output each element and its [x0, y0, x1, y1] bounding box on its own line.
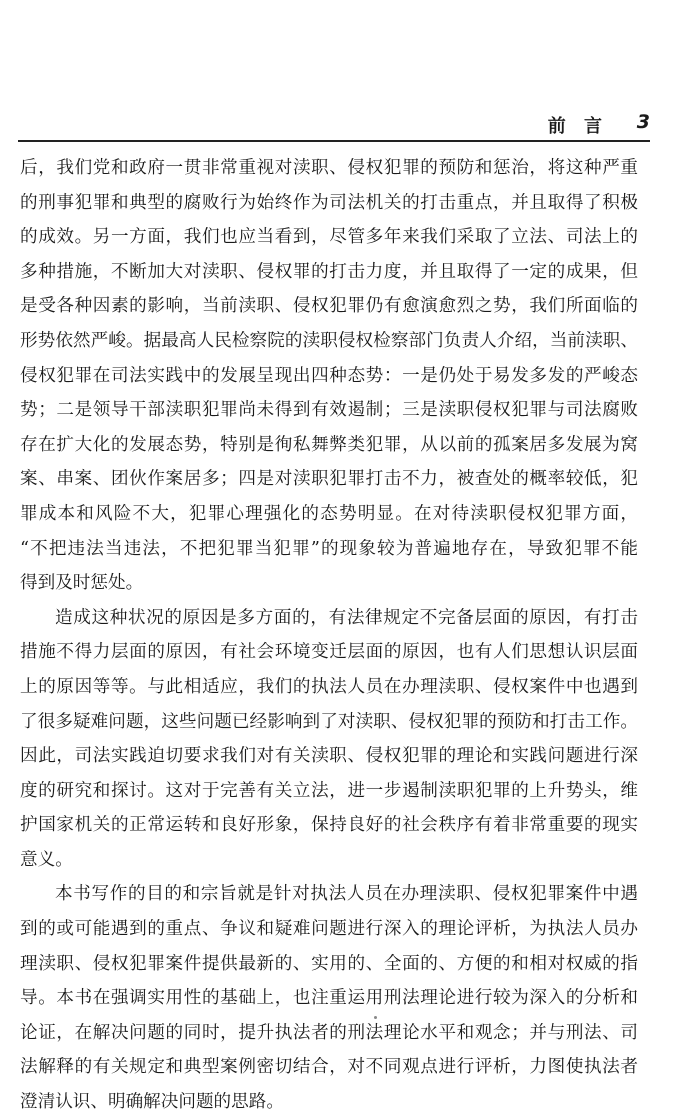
text-line: 措施不得力层面的原因，有社会环境变迁层面的原因，也有人们思想认识层面 [20, 642, 638, 663]
text-line: 护国家机关的正常运转和良好形象，保持良好的社会秩序有着非常重要的现实 [20, 815, 638, 836]
text-line: 多种措施，不断加大对渎职、侵权罪的打击力度，并且取得了一定的成果，但 [20, 261, 638, 282]
text-line: 是受各种因素的影响，当前渎职、侵权犯罪仍有愈演愈烈之势，我们所面临的 [20, 296, 638, 317]
body-text [20, 151, 638, 1120]
header-rule [18, 140, 650, 142]
header-title: 前 言 [547, 116, 608, 137]
text-line: 罪成本和风险不大，犯罪心理强化的态势明显。在对待渎职侵权犯罪方面， [20, 503, 638, 524]
text-line: 理渎职、侵权犯罪案件提供最新的、实用的、全面的、方便的和相对权威的指 [20, 953, 638, 974]
paragraph [20, 601, 638, 878]
text-line: 到的或可能遇到的重点、争议和疑难问题进行深入的理论评析，为执法人员办 [20, 919, 638, 940]
text-line: 的刑事犯罪和典型的腐败行为始终作为司法机关的打击重点，并且取得了积极 [20, 192, 638, 213]
text-line: 侵权犯罪在司法实践中的发展呈现出四种态势：一是仍处于易发多发的严峻态 [20, 365, 638, 386]
text-line: 造成这种状况的原因是多方面的，有法律规定不完备层面的原因，有打击 [55, 607, 638, 628]
text-line: 本书写作的目的和宗旨就是针对执法人员在办理渎职、侵权犯罪案件中遇 [55, 884, 638, 905]
text-line: 的成效。另一方面，我们也应当看到，尽管多年来我们采取了立法、司法上的 [20, 227, 638, 248]
page-number: 3 [636, 111, 650, 133]
running-header [20, 112, 650, 138]
text-line: 上的原因等等。与此相适应，我们的执法人员在办理渎职、侵权案件中也遇到 [20, 676, 638, 697]
text-line: 形势依然严峻。据最高人民检察院的渎职侵权检察部门负责人介绍，当前渎职、 [20, 330, 638, 351]
text-line: 导。本书在强调实用性的基础上，也注重运用刑法理论进行较为深入的分析和 [20, 988, 638, 1009]
paragraph [20, 151, 638, 601]
text-line: 后，我们党和政府一贯非常重视对渎职、侵权犯罪的预防和惩治，将这种严重 [20, 158, 638, 178]
text-line: 得到及时惩处。 [20, 573, 144, 594]
text-line: 度的研究和探讨。这对于完善有关立法，进一步遏制渎职犯罪的上升势头，维 [20, 780, 638, 801]
text-line: 意义。 [20, 849, 73, 870]
scan-speck [374, 1016, 377, 1019]
text-line: 论证，在解决问题的同时，提升执法者的刑法理论水平和观念；并与刑法、司 [20, 1022, 638, 1043]
text-line: 澄清认识、明确解决问题的思路。 [20, 1092, 284, 1113]
text-line: 案、串案、团伙作案居多；四是对渎职犯罪打击不力，被查处的概率较低，犯 [20, 469, 638, 490]
text-line: 因此，司法实践迫切要求我们对有关渎职、侵权犯罪的理论和实践问题进行深 [20, 746, 638, 767]
text-line: 存在扩大化的发展态势，特别是徇私舞弊类犯罪，从以前的孤案居多发展为窝 [20, 434, 638, 455]
text-line: 了很多疑难问题，这些问题已经影响到了对渎职、侵权犯罪的预防和打击工作。 [20, 711, 638, 732]
text-line: “不把违法当违法，不把犯罪当犯罪”的现象较为普遍地存在，导致犯罪不能 [20, 538, 638, 559]
text-line: 势；二是领导干部渎职犯罪尚未得到有效遏制；三是渎职侵权犯罪与司法腐败 [20, 400, 638, 421]
text-line: 法解释的有关规定和典型案例密切结合，对不同观点进行评析，力图使执法者 [20, 1057, 638, 1078]
paragraph [20, 877, 638, 1119]
